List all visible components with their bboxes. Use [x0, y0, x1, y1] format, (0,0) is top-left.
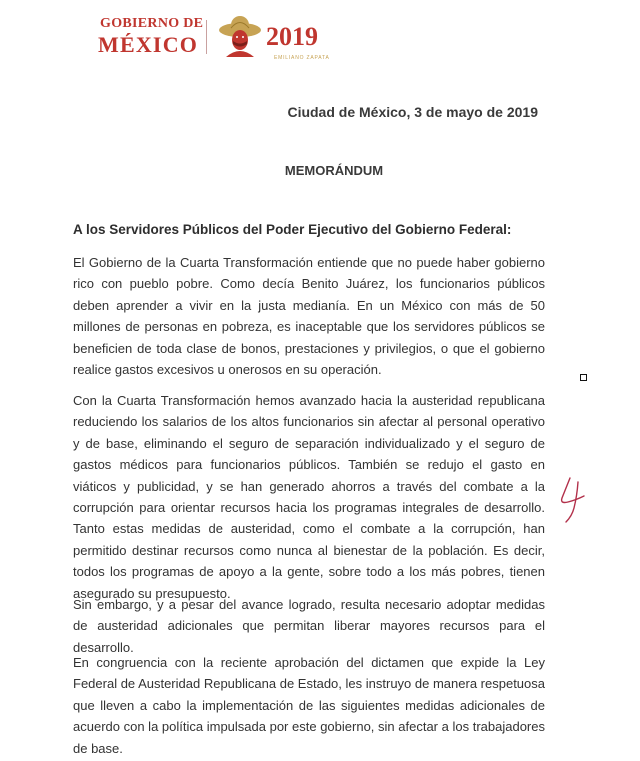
initials-signature-icon	[556, 474, 590, 526]
paragraph-3: Sin embargo, y a pesar del avance logrado, resulta necesario adoptar medidas de austeridad adicionales que permitan liberar mayores recursos para el desarrollo.	[73, 597, 545, 655]
gov-name-top: GOBIERNO DE	[100, 16, 204, 31]
letterhead	[96, 10, 356, 68]
year-label: 2019	[266, 22, 318, 51]
gov-name-bottom: MÉXICO	[98, 32, 199, 57]
memo-title: MEMORÁNDUM	[284, 163, 384, 178]
zapata-portrait-icon	[218, 13, 262, 57]
paragraph-2: Con la Cuarta Transformación hemos avanzado hacia la austeridad republicana reduciendo los salarios de los altos funcionarios sin afectar al personal operativo y de base, eliminando el seguro de separación individualizado y el seguro de gastos médicos para funcionarios públicos. También se redujo el gasto en viáticos y publicidad, y se han generado ahorros a través del combate a la corrupción para orientar recursos hacia los programas integrales de desarrollo. Tanto estas medidas de austeridad, como el combate a la corrupción, han permitido destinar recursos como nunca al bienestar de la población. Es decir, todos los programas de apoyo a la gente, sobre todo a los más pobres, tienen asegurado su presupuesto.	[73, 393, 545, 601]
paragraph-4: En congruencia con la reciente aprobación del dictamen que expide la Ley Federal de Austeridad Republicana de Estado, les instruyo de manera respetuosa que lleven a cabo la implementación de las siguientes medidas adicionales de acuerdo con la política impulsada por este gobierno, sin afectar a los trabajadores de base.	[73, 655, 545, 756]
memo-date: Ciudad de México, 3 de mayo de 2019	[287, 104, 538, 120]
logo-divider	[206, 20, 207, 54]
memo-addressee: A los Servidores Públicos del Poder Ejecutivo del Gobierno Federal:	[73, 222, 512, 237]
emiliano-zapata-caption: EMILIANO ZAPATA	[274, 55, 330, 61]
paragraph-1: El Gobierno de la Cuarta Transformación entiende que no puede haber gobierno rico con pueblo pobre. Como decía Benito Juárez, los funcionarios públicos deben aprender a vivir en la justa medianía. En un México con más de 50 millones de personas en pobreza, es inaceptable que los servidores públicos se beneficien de toda clase de bonos, prestaciones y privilegios, o que el gobierno realice gastos excesivos u onerosos en su operación.	[73, 255, 545, 378]
scan-mark-square	[580, 374, 587, 381]
